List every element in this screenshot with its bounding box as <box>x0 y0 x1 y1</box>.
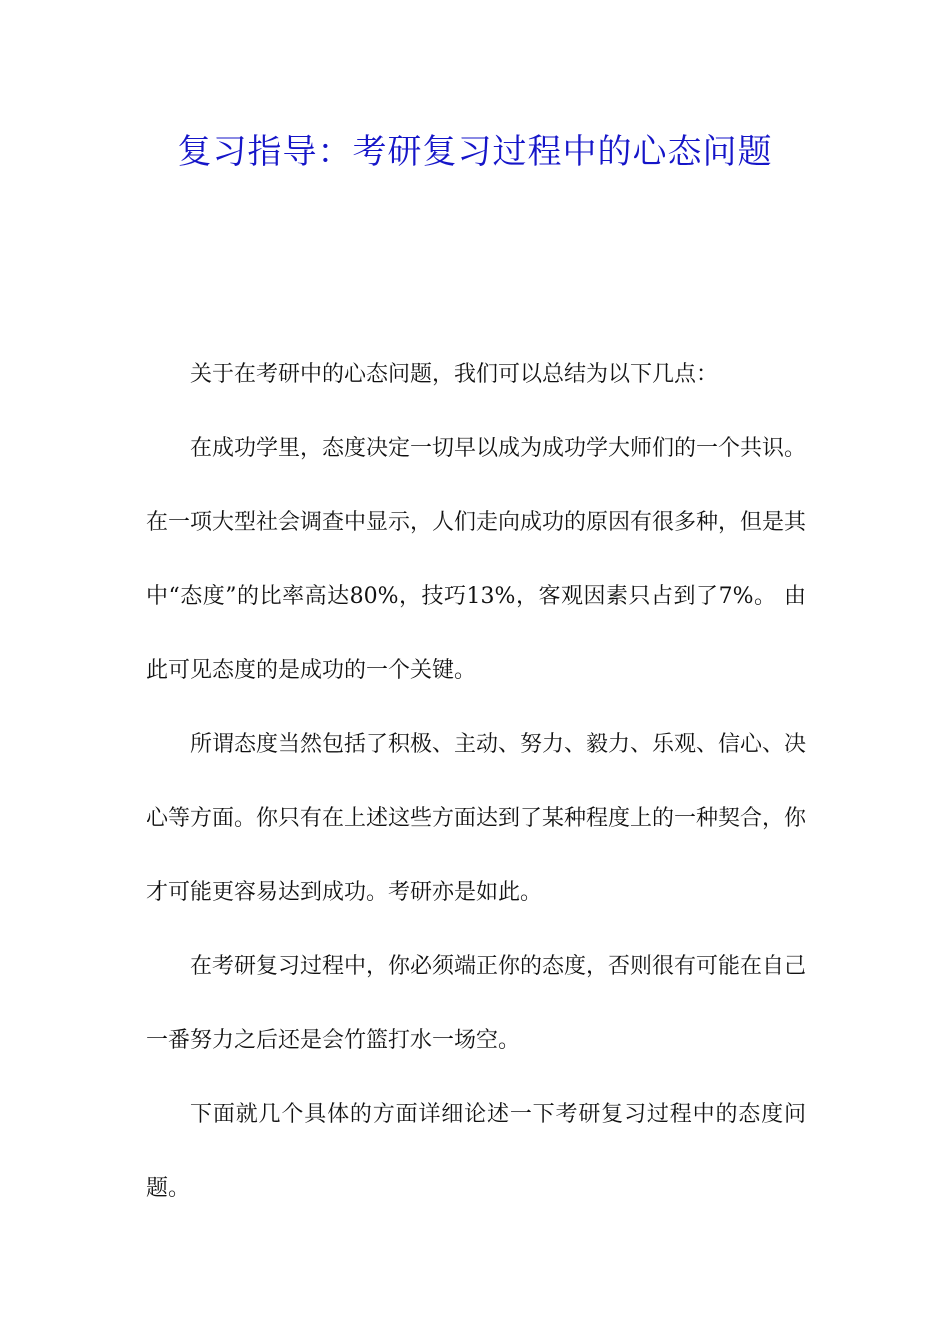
document-body <box>146 338 806 1226</box>
document-title: 复习指导：考研复习过程中的心态问题 <box>177 132 773 172</box>
paragraph-attitude-consensus: 在成功学里，态度决定一切早以成为成功学大师们的一个共识。在一项大型社会调查中显示，人们走向成功的原因有很多种，但是其中“态度”的比率高达80%，技巧13%，客观因素只占到了7%。 由此可见态度的是成功的一个关键。 <box>146 436 807 683</box>
paragraph-review-attitude: 在考研复习过程中，你必须端正你的态度，否则很有可能在自己一番努力之后还是会竹篮打水一场空。 <box>146 954 807 1053</box>
paragraph-attitude-definition: 所谓态度当然包括了积极、主动、努力、毅力、乐观、信心、决心等方面。你只有在上述这些方面达到了某种程度上的一种契合，你才可能更容易达到成功。考研亦是如此。 <box>146 732 807 905</box>
paragraph-intro: 关于在考研中的心态问题，我们可以总结为以下几点： <box>190 362 719 387</box>
paragraph-following-discussion: 下面就几个具体的方面详细论述一下考研复习过程中的态度问题。 <box>146 1102 806 1201</box>
